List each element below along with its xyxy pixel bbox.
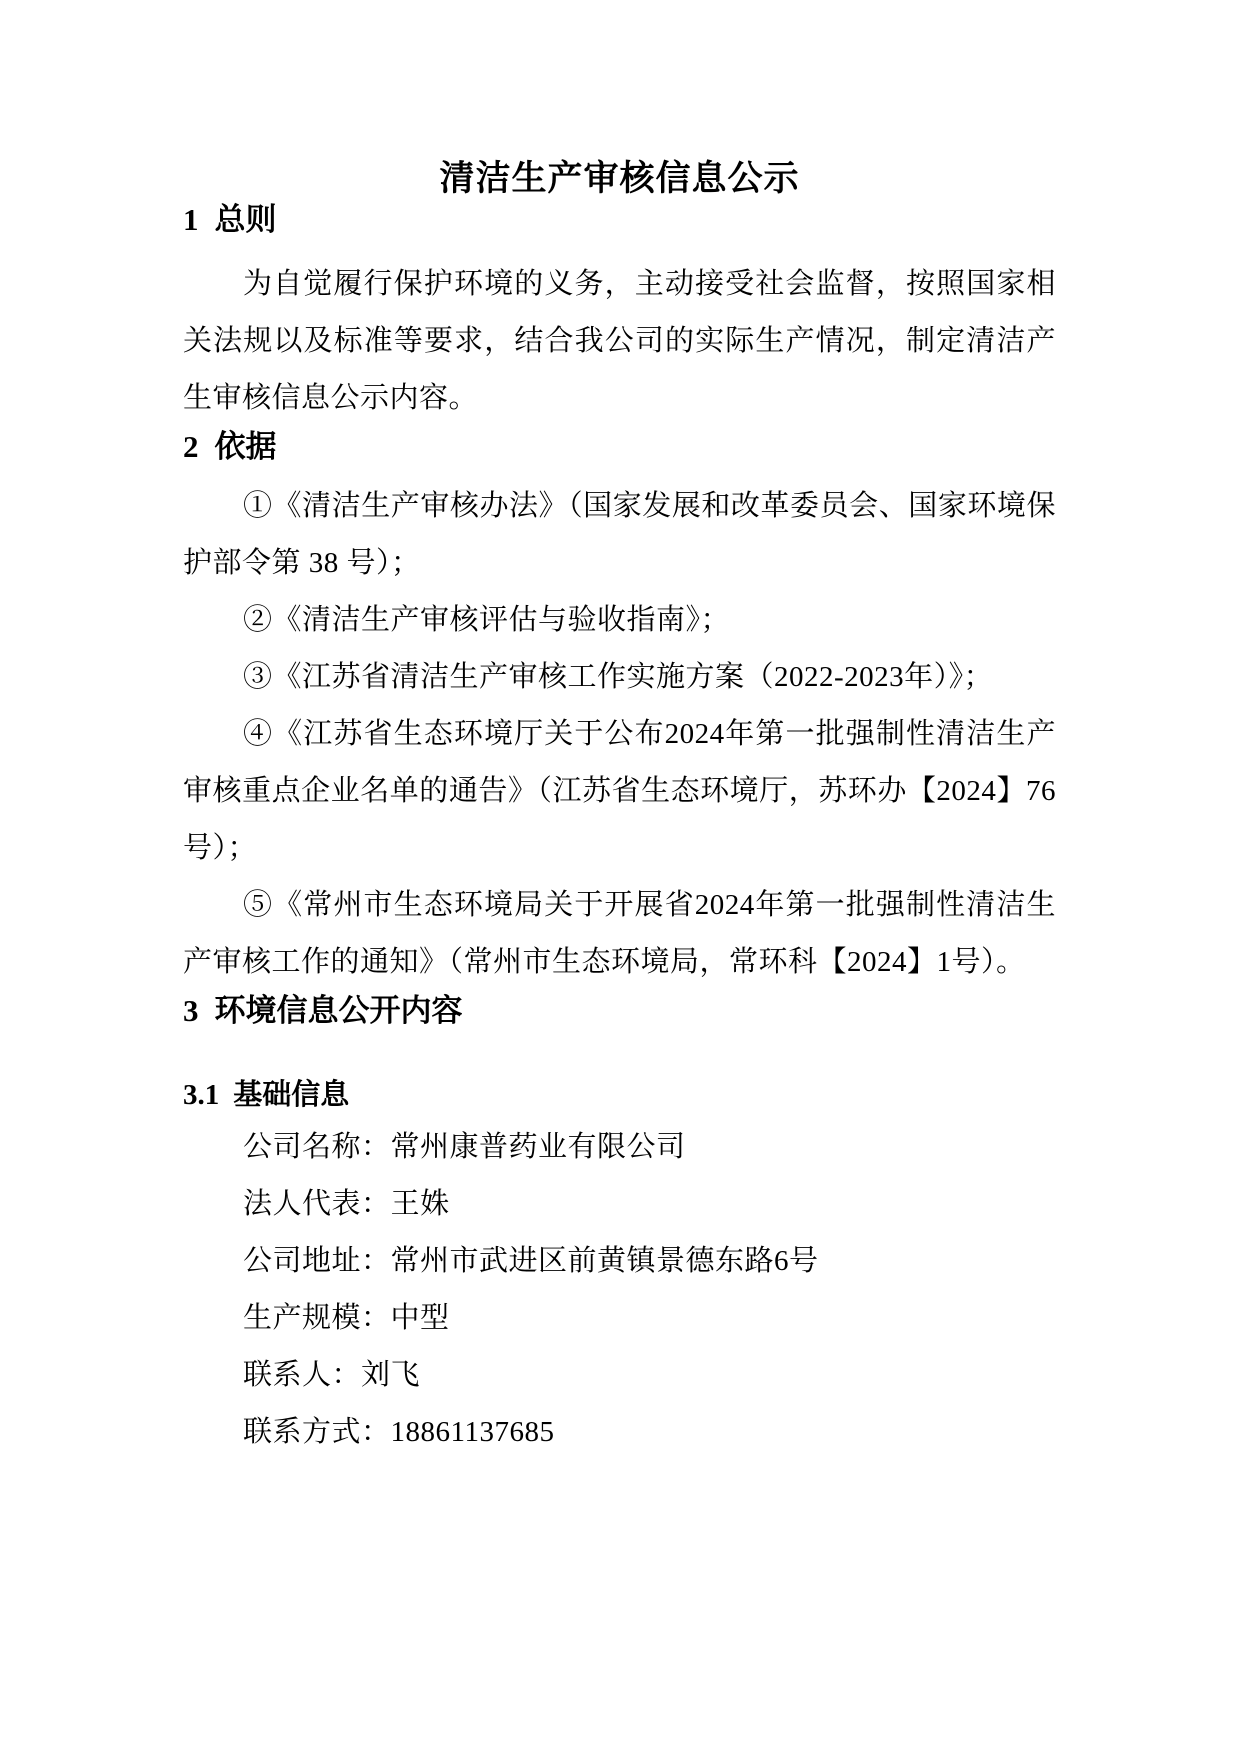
field-label: 法人代表：	[243, 1188, 391, 1220]
field-value: 18861137685	[390, 1416, 555, 1448]
section-2-number: 2	[183, 429, 199, 464]
legal-basis-item: ④《江苏省生态环境厅关于公布2024年第一批强制性清洁生产审核重点企业名单的通告》（江苏省生态环境厅，苏环办【2024】76号）；	[183, 718, 1056, 864]
field-label: 公司名称：	[243, 1131, 391, 1163]
info-field-row	[183, 1233, 1056, 1290]
section-2-heading	[183, 427, 1056, 467]
field-label: 联系人：	[243, 1359, 362, 1391]
field-label: 生产规模：	[243, 1302, 391, 1334]
field-value: 常州康普药业有限公司	[390, 1131, 686, 1163]
basic-info-list	[183, 1119, 1056, 1461]
legal-basis-item: ①《清洁生产审核办法》（国家发展和改革委员会、国家环境保护部令第 38 号）；	[183, 490, 1056, 579]
info-field-row	[183, 1347, 1056, 1404]
subsection-3-1-title: 基础信息	[233, 1079, 350, 1111]
subsection-3-1-heading	[183, 1076, 1056, 1114]
page-title: 清洁生产审核信息公示	[439, 159, 800, 198]
legal-basis-list	[183, 478, 1056, 991]
legal-basis-item: ③《江苏省清洁生产审核工作实施方案（2022-2023年）》；	[243, 661, 994, 693]
legal-basis-item: ⑤《常州市生态环境局关于开展省2024年第一批强制性清洁生产审核工作的通知》（常州市生态环境局，常环科【2024】1号）。	[183, 889, 1056, 978]
section-1-title: 总则	[214, 202, 277, 237]
section-1-heading	[183, 200, 1056, 240]
section-3-heading	[183, 991, 1056, 1031]
info-field-row	[183, 1119, 1056, 1176]
section-1-general	[183, 200, 1056, 427]
section-3-number: 3	[183, 993, 199, 1028]
legal-basis-item: ②《清洁生产审核评估与验收指南》；	[243, 604, 731, 636]
field-label: 公司地址：	[243, 1245, 391, 1277]
field-value: 王姝	[390, 1188, 450, 1220]
field-value: 中型	[390, 1302, 450, 1334]
field-value: 常州市武进区前黄镇景德东路6号	[390, 1245, 819, 1277]
section-3-disclosure	[183, 991, 1056, 1461]
section-1-number: 1	[183, 202, 199, 237]
section-2-basis	[183, 427, 1056, 991]
document-content	[183, 0, 1056, 1461]
section-3-title: 环境信息公开内容	[214, 993, 463, 1028]
section-2-title: 依据	[214, 429, 277, 464]
field-value: 刘飞	[361, 1359, 421, 1391]
info-field-row	[183, 1404, 1056, 1461]
info-field-row	[183, 1290, 1056, 1347]
subsection-3-1-number: 3.1	[183, 1079, 220, 1111]
general-paragraph: 为自觉履行保护环境的义务，主动接受社会监督，按照国家相关法规以及标准等要求，结合我公司的实际生产情况，制定清洁产生审核信息公示内容。	[183, 268, 1056, 414]
field-label: 联系方式：	[243, 1416, 391, 1448]
info-field-row	[183, 1176, 1056, 1233]
